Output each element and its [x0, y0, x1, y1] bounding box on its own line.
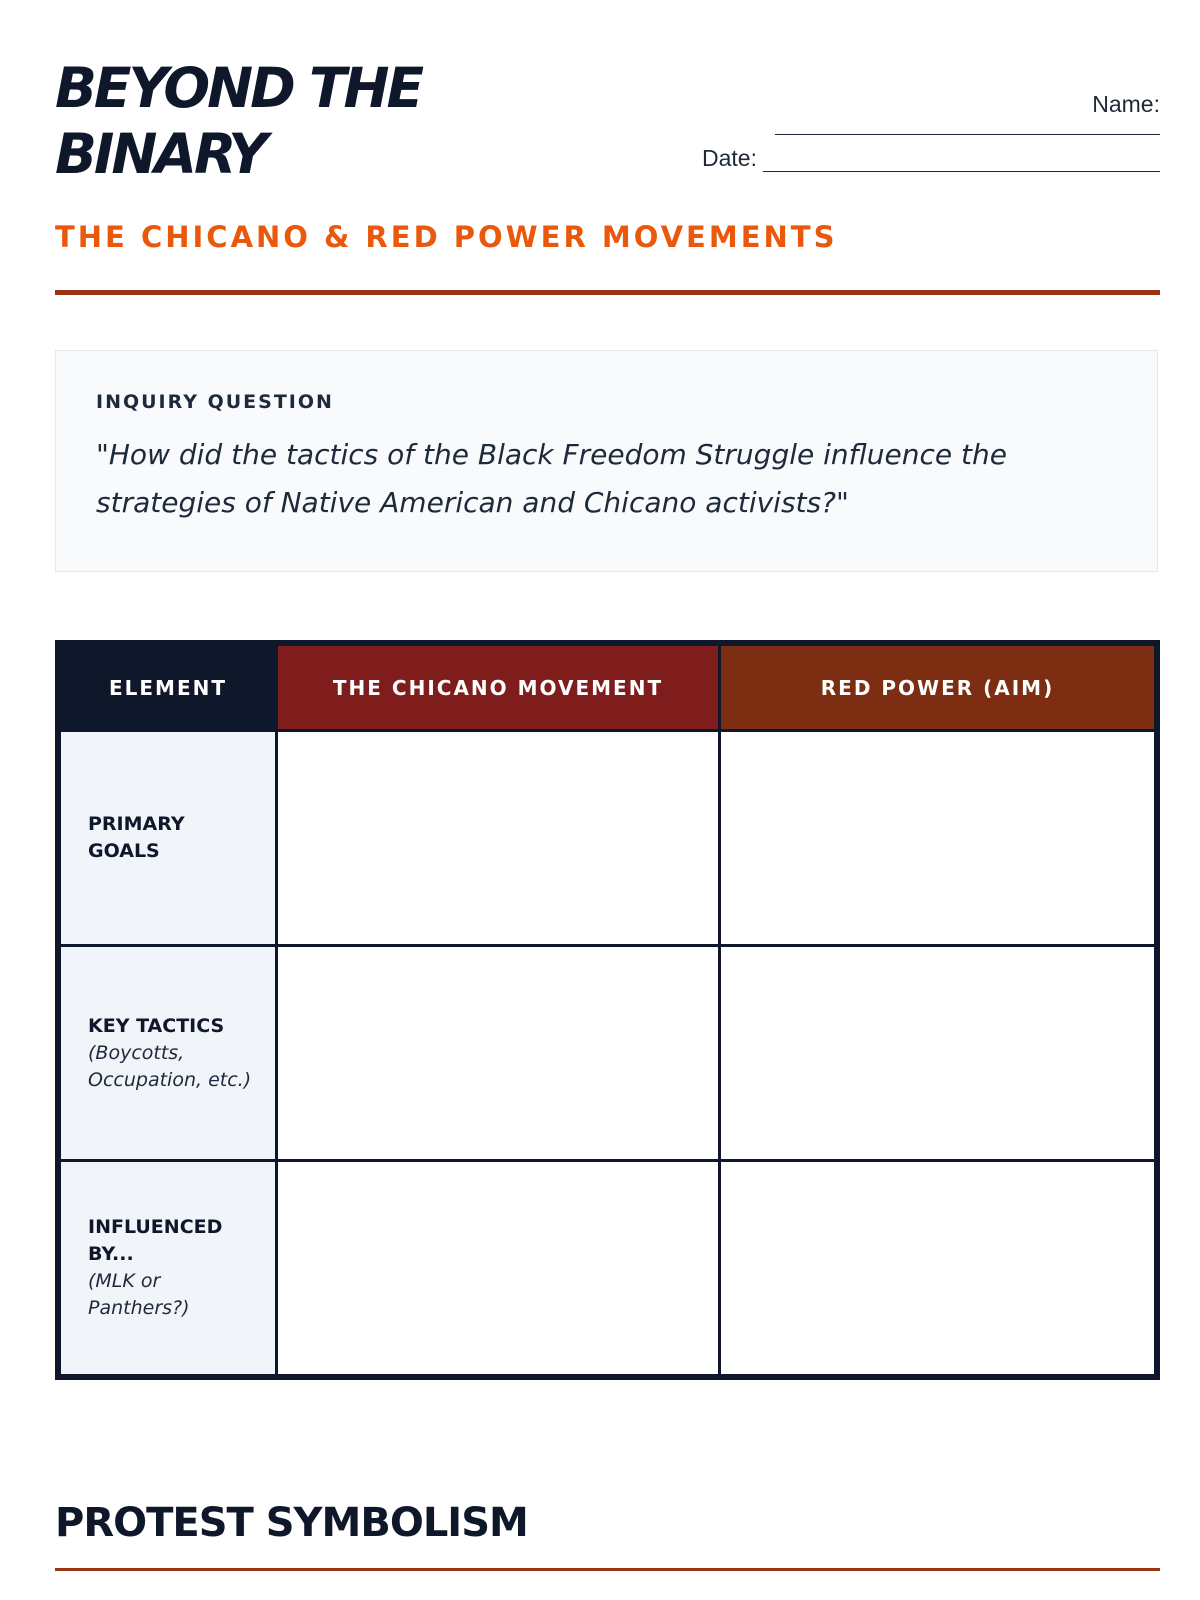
row-label-primary-goals: [61, 732, 275, 944]
name-row: [690, 88, 1160, 120]
cell-red-power-key-tactics[interactable]: [721, 947, 1154, 1159]
row-hint: (Boycotts, Occupation, etc.): [88, 1041, 252, 1091]
cell-chicano-primary-goals[interactable]: [278, 732, 718, 944]
name-label: Name:: [1092, 91, 1160, 117]
cell-chicano-key-tactics[interactable]: [278, 947, 718, 1159]
row-title: KEY TACTICS: [88, 1014, 225, 1037]
comparison-table: [55, 640, 1160, 1380]
title-line-2: BINARY: [55, 122, 266, 186]
section-title-protest-symbolism: PROTEST SYMBOLISM: [55, 1500, 528, 1546]
row-hint: (MLK or Panthers?): [88, 1270, 190, 1319]
inquiry-label: INQUIRY QUESTION: [96, 391, 334, 413]
row-label-influenced-by: [61, 1162, 275, 1374]
student-info: [690, 88, 1160, 172]
worksheet-subtitle: THE CHICANO & RED POWER MOVEMENTS: [55, 220, 838, 254]
header-element: ELEMENT: [61, 646, 275, 729]
date-label: Date:: [702, 145, 757, 171]
cell-red-power-primary-goals[interactable]: [721, 732, 1154, 944]
row-title: PRIMARY GOALS: [88, 813, 185, 862]
name-field[interactable]: [775, 120, 1160, 135]
date-row: [690, 145, 1160, 172]
header-chicano-movement: THE CHICANO MOVEMENT: [278, 646, 718, 729]
inquiry-box: [55, 350, 1158, 572]
worksheet-title: [55, 55, 421, 187]
date-field[interactable]: [763, 149, 1160, 172]
header-divider: [55, 290, 1160, 295]
cell-chicano-influenced-by[interactable]: [278, 1162, 718, 1374]
header-red-power: RED POWER (AIM): [721, 646, 1154, 729]
title-line-1: BEYOND THE: [55, 56, 422, 120]
inquiry-question: "How did the tactics of the Black Freedom Struggle influence the strategies of Native American and Chicano activists?": [96, 438, 1007, 519]
cell-red-power-influenced-by[interactable]: [721, 1162, 1154, 1374]
row-label-key-tactics: [61, 947, 275, 1159]
worksheet-page: [55, 0, 1160, 1600]
row-title: INFLUENCED BY...: [88, 1216, 223, 1265]
section-divider: [55, 1568, 1160, 1571]
worksheet-header: [55, 55, 1160, 195]
